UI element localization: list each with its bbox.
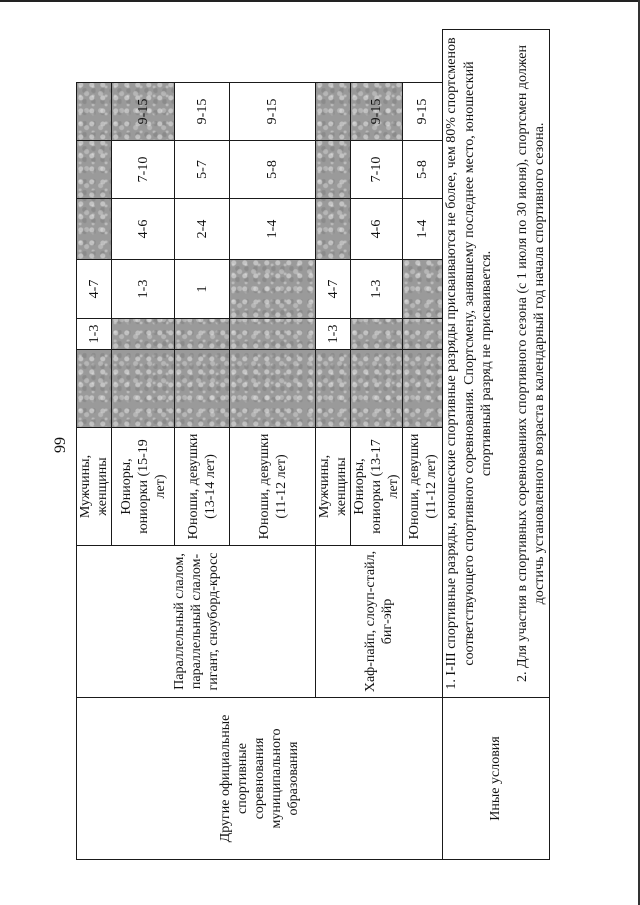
discipline-cell: Хаф-пайп, слоуп-стайл, биг-эйр <box>316 546 443 698</box>
rank-cell: 9-15 <box>403 83 443 141</box>
rank-cell <box>316 83 351 141</box>
rank-cell: 1 <box>175 260 230 319</box>
rank-cell <box>112 350 175 428</box>
rank-cell <box>316 199 351 260</box>
category-cell: Мужчины, женщины <box>316 428 351 546</box>
table-row <box>443 30 550 860</box>
rank-cell: 1-3 <box>316 319 351 350</box>
rank-cell: 9-15 <box>230 83 316 141</box>
rank-cell <box>403 260 443 319</box>
rank-cell: 9-15 <box>351 83 403 141</box>
rank-cell <box>77 350 112 428</box>
notes-cell <box>443 30 550 698</box>
rank-cell: 2-4 <box>175 199 230 260</box>
rank-cell <box>316 350 351 428</box>
rank-cell <box>77 83 112 141</box>
rank-cell: 1-4 <box>230 199 316 260</box>
rank-cell <box>175 350 230 428</box>
rank-cell <box>230 350 316 428</box>
rank-cell: 4-6 <box>351 199 403 260</box>
rank-cell: 7-10 <box>112 141 175 199</box>
rank-cell: 5-7 <box>175 141 230 199</box>
rank-cell <box>351 350 403 428</box>
rank-cell: 4-7 <box>316 260 351 319</box>
rank-cell: 7-10 <box>351 141 403 199</box>
category-cell: Юноши, девушки (11-12 лет) <box>403 428 443 546</box>
competition-type-cell: Другие официальные спортивные соревнования муниципального образования <box>77 698 443 860</box>
qualification-table <box>76 29 550 860</box>
scan-top-edge <box>0 0 640 2</box>
rank-cell <box>403 319 443 350</box>
rank-cell: 5-8 <box>230 141 316 199</box>
other-conditions-label: Иные условия <box>443 698 550 860</box>
rank-cell <box>230 260 316 319</box>
rank-cell <box>316 141 351 199</box>
rank-cell <box>230 319 316 350</box>
category-cell: Юноши, девушки (13-14 лет) <box>175 428 230 546</box>
rank-cell: 4-7 <box>77 260 112 319</box>
rank-cell <box>403 350 443 428</box>
category-cell: Юниоры, юниорки (15-19 лет) <box>112 428 175 546</box>
rank-cell: 5-8 <box>403 141 443 199</box>
rank-cell: 1-3 <box>112 260 175 319</box>
discipline-cell: Параллельный слалом, параллельный слалом-гигант, сноуборд-кросс <box>77 546 316 698</box>
rank-cell <box>77 141 112 199</box>
category-cell: Юниоры, юниорки (13-17 лет) <box>351 428 403 546</box>
rank-cell: 1-3 <box>77 319 112 350</box>
rotated-table-container <box>76 30 547 860</box>
rank-cell <box>77 199 112 260</box>
rank-cell <box>175 319 230 350</box>
category-cell: Юноши, девушки (11-12 лет) <box>230 428 316 546</box>
page-number: 99 <box>52 437 69 453</box>
category-cell: Мужчины, женщины <box>77 428 112 546</box>
rank-cell: 4-6 <box>112 199 175 260</box>
rank-cell: 9-15 <box>175 83 230 141</box>
note-text: 2. Для участия в спортивных соревнованиях спортивного сезона (с 1 июля по 30 июня), спортсмен должен достичь установленного возраста в календарный год начала спортивного сезона. <box>514 44 547 683</box>
table-row <box>77 30 112 860</box>
note-text: 1. I-III спортивные разряды, юношеские спортивные разряды присваиваются не более, чем 80% спортсменов соответствующего спортивного соревнования. Спортсмену, занявшему последнее место, юношеский спортивный разряд не присваивается. <box>444 37 494 690</box>
rank-cell: 1-4 <box>403 199 443 260</box>
rank-cell <box>112 319 175 350</box>
rank-cell: 1-3 <box>351 260 403 319</box>
rank-cell: 9-15 <box>112 83 175 141</box>
rank-cell <box>351 319 403 350</box>
